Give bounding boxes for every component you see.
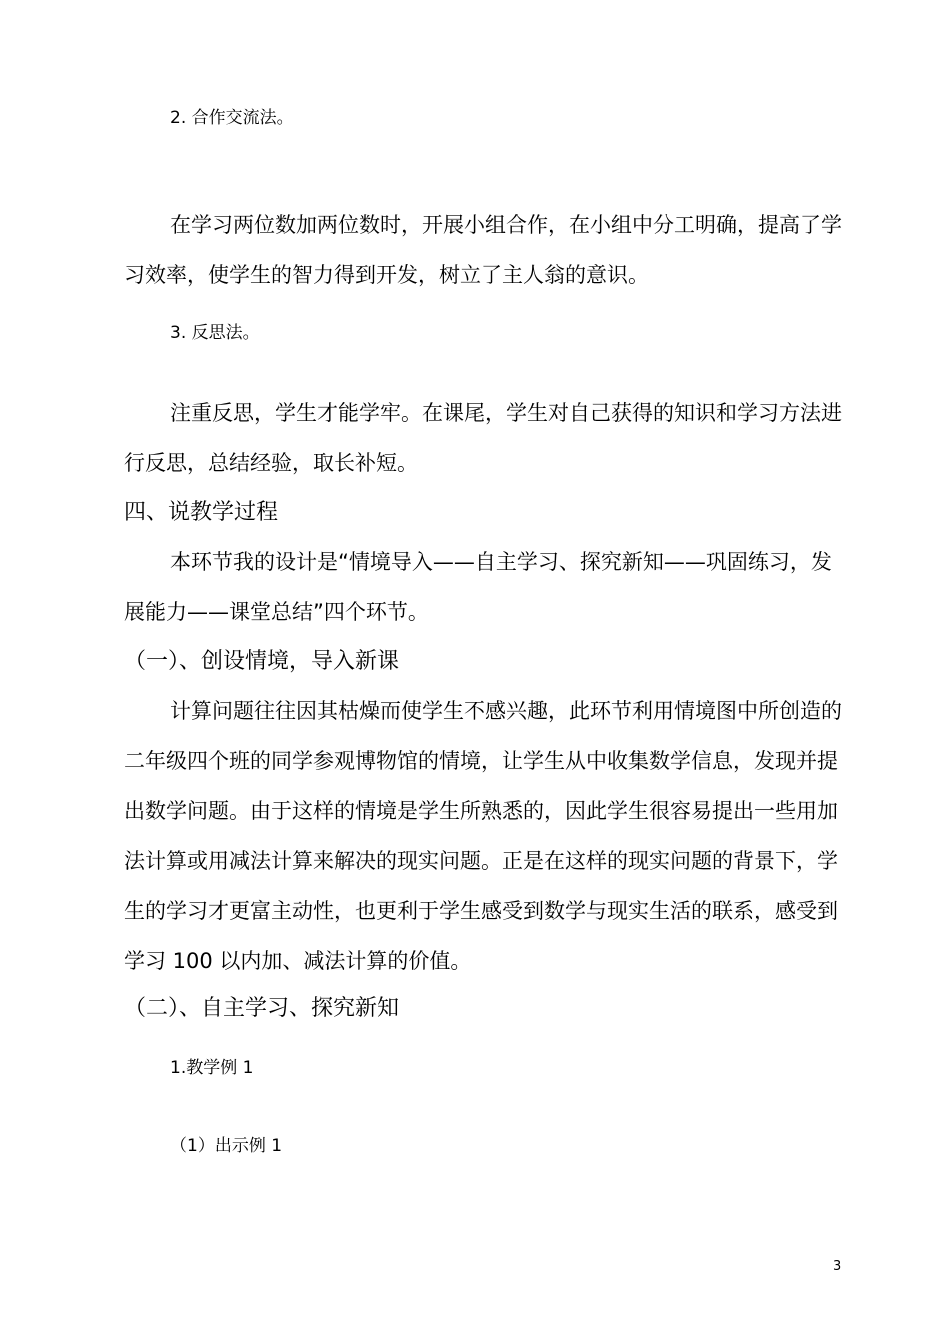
subsection-heading: （二）、自主学习、探究新知 (124, 996, 400, 1021)
example-heading: 1.教学例 1 (170, 1058, 254, 1078)
method-item-3: 3. 反思法。 (170, 323, 260, 343)
paragraph-line: 出数学问题。由于这样的情境是学生所熟悉的，因此学生很容易提出一些用加 (124, 799, 838, 823)
method-item-2: 2. 合作交流法。 (170, 108, 294, 128)
paragraph-line: 注重反思，学生才能学牢。在课尾，学生对自己获得的知识和学习方法进 (170, 401, 842, 425)
section-heading: 四、说教学过程 (124, 500, 279, 525)
subsection-heading: （一）、创设情境，导入新课 (124, 649, 400, 674)
paragraph-line: 习效率，使学生的智力得到开发，树立了主人翁的意识。 (124, 263, 649, 287)
paragraph-line: 行反思，总结经验，取长补短。 (124, 451, 418, 475)
paragraph-line: 二年级四个班的同学参观博物馆的情境，让学生从中收集数学信息，发现并提 (124, 749, 838, 773)
paragraph-line: 在学习两位数加两位数时，开展小组合作，在小组中分工明确，提高了学 (170, 213, 842, 237)
paragraph-line: 本环节我的设计是“情境导入——自主学习、探究新知——巩固练习，发 (170, 550, 832, 574)
paragraph-line: 展能力——课堂总结”四个环节。 (124, 600, 429, 624)
paragraph-line: 计算问题往往因其枯燥而使学生不感兴趣，此环节利用情境图中所创造的 (170, 699, 842, 723)
example-step: （1）出示例 1 (170, 1136, 283, 1156)
page-number: 3 (833, 1259, 842, 1274)
paragraph-line: 法计算或用减法计算来解决的现实问题。正是在这样的现实问题的背景下，学 (124, 849, 838, 873)
paragraph-line: 学习 100 以内加、减法计算的价值。 (124, 949, 472, 973)
paragraph-line: 生的学习才更富主动性，也更利于学生感受到数学与现实生活的联系，感受到 (124, 899, 838, 923)
